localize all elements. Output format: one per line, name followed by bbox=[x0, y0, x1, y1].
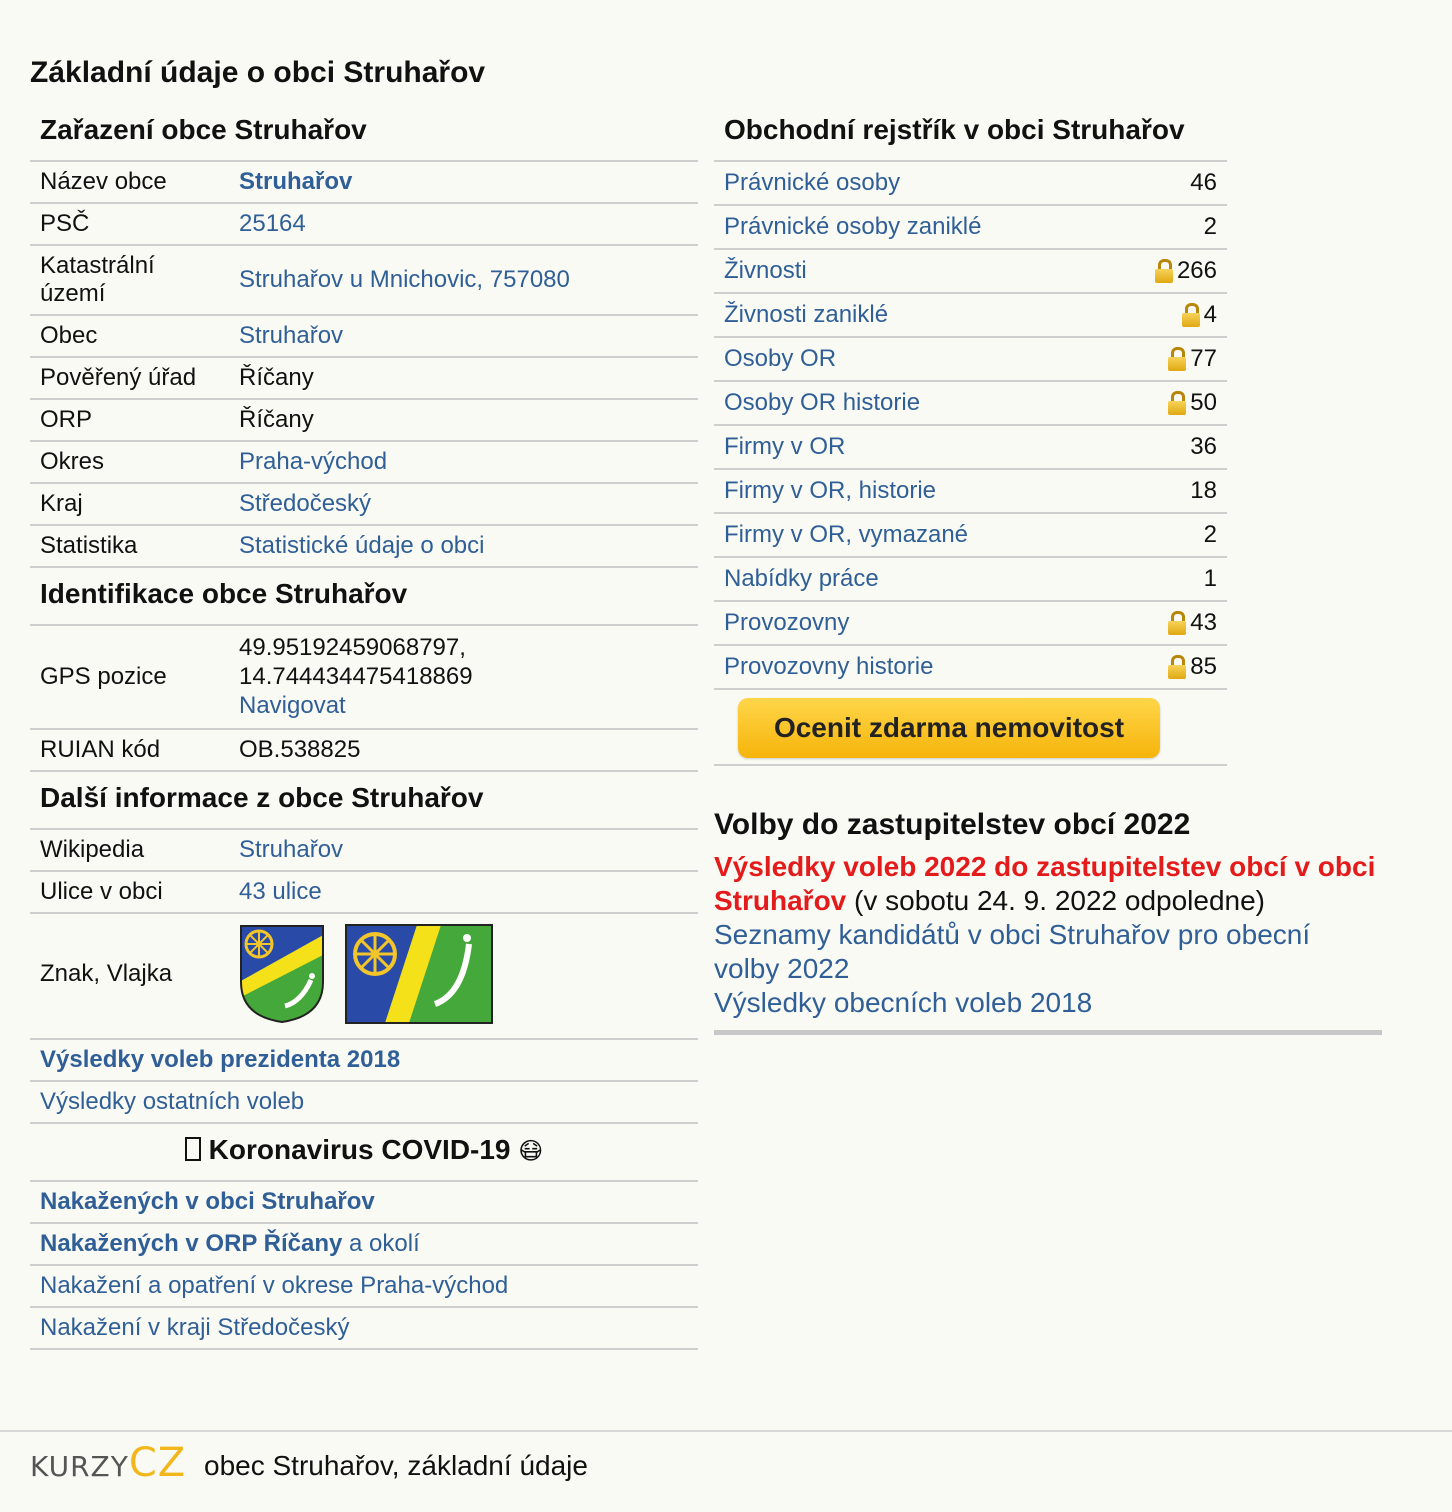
rejstrik-link[interactable]: Právnické osoby bbox=[724, 169, 901, 196]
lock-icon bbox=[1182, 303, 1200, 327]
rejstrik-count bbox=[1204, 564, 1217, 594]
info-label: Znak, Vlajka bbox=[40, 960, 173, 987]
rejstrik-count-value: 46 bbox=[1190, 169, 1217, 196]
covid-kraj-link[interactable]: Nakažení v kraji Středočeský bbox=[40, 1314, 350, 1341]
znak-vlajka bbox=[239, 920, 688, 1028]
rejstrik-count bbox=[1190, 476, 1217, 506]
okres-link[interactable]: Praha-východ bbox=[239, 448, 388, 475]
covid-orp-wrap bbox=[40, 1229, 420, 1259]
ruian-value: OB.538825 bbox=[239, 736, 361, 763]
rejstrik-count-value: 50 bbox=[1190, 389, 1217, 416]
gps-value: 49.95192459068797, 14.744434475418869 bbox=[239, 634, 473, 690]
page-title: Základní údaje o obci Struhařov bbox=[30, 56, 486, 89]
rejstrik-count bbox=[1168, 652, 1217, 682]
covid-orp-suffix: a okolí bbox=[342, 1230, 420, 1257]
info-row-orp bbox=[30, 400, 698, 442]
info-label: ORP bbox=[40, 406, 93, 433]
info-label: Pověřený úřad bbox=[40, 364, 197, 391]
rejstrik-count-value: 18 bbox=[1190, 477, 1217, 504]
info-row-statistika bbox=[30, 526, 698, 568]
psc-link[interactable]: 25164 bbox=[239, 210, 306, 237]
footer-text: obec Struhařov, základní údaje bbox=[204, 1450, 588, 1481]
rejstrik-row bbox=[714, 294, 1227, 338]
obec-link[interactable]: Struhařov bbox=[239, 322, 344, 349]
rejstrik-row bbox=[714, 602, 1227, 646]
rejstrik-count-value: 2 bbox=[1203, 521, 1217, 548]
volby-ostatni-link[interactable]: Výsledky ostatních voleb bbox=[40, 1088, 305, 1115]
info-label: GPS pozice bbox=[40, 663, 167, 690]
logo-cz-text: CZ bbox=[128, 1440, 187, 1486]
info-label: Wikipedia bbox=[40, 836, 145, 863]
rejstrik-list bbox=[714, 162, 1227, 690]
volby-section bbox=[714, 808, 1382, 1035]
info-label: Okres bbox=[40, 448, 105, 475]
volby-p2 bbox=[714, 918, 1382, 986]
covid-row-obec bbox=[30, 1182, 698, 1224]
info-value: Říčany bbox=[239, 364, 314, 391]
volby-2022-date: (v sobotu 24. 9. 2022 odpoledne) bbox=[846, 885, 1266, 916]
volby-p3 bbox=[714, 986, 1382, 1020]
kandidati-link[interactable]: Seznamy kandidátů v obci Struhařov pro obecní volby 2022 bbox=[714, 919, 1311, 984]
covid-row-kraj bbox=[30, 1308, 698, 1350]
covid-row-okres bbox=[30, 1266, 698, 1308]
ocenit-nemovitost-button[interactable]: Ocenit zdarma nemovitost bbox=[738, 698, 1160, 758]
volby-p1 bbox=[714, 850, 1382, 918]
rejstrik-row bbox=[714, 162, 1227, 206]
footer bbox=[0, 1430, 1452, 1512]
covid-title-text: Koronavirus COVID-19 bbox=[208, 1134, 511, 1165]
rejstrik-count bbox=[1190, 168, 1217, 198]
info-row-okres bbox=[30, 442, 698, 484]
nazev-link[interactable]: Struhařov bbox=[239, 168, 353, 195]
rejstrik-row bbox=[714, 338, 1227, 382]
info-row-poverny bbox=[30, 358, 698, 400]
flag-icon[interactable] bbox=[345, 924, 493, 1024]
rejstrik-count bbox=[1168, 388, 1217, 418]
info-label: Kraj bbox=[40, 490, 83, 517]
rejstrik-count bbox=[1204, 520, 1217, 550]
rejstrik-link[interactable]: Živnosti bbox=[724, 257, 807, 284]
info-label: Název obce bbox=[40, 168, 167, 195]
rejstrik-row bbox=[714, 426, 1227, 470]
rejstrik-link[interactable]: Osoby OR bbox=[724, 345, 837, 372]
rejstrik-count-value: 43 bbox=[1190, 609, 1217, 636]
rejstrik-row bbox=[714, 382, 1227, 426]
covid-title bbox=[30, 1124, 698, 1182]
wiki-link[interactable]: Struhařov bbox=[239, 836, 344, 863]
rejstrik-link[interactable]: Nabídky práce bbox=[724, 565, 879, 592]
info-row-psc bbox=[30, 204, 698, 246]
katastr-link[interactable]: Struhařov u Mnichovic, 757080 bbox=[239, 266, 570, 293]
lock-icon bbox=[1168, 391, 1186, 415]
rejstrik-link[interactable]: Osoby OR historie bbox=[724, 389, 921, 416]
info-row-obec bbox=[30, 316, 698, 358]
gps-value-wrap bbox=[239, 633, 688, 721]
lock-icon bbox=[1168, 655, 1186, 679]
info-row-kraj bbox=[30, 484, 698, 526]
info-row-wiki bbox=[30, 830, 698, 872]
info-value: Říčany bbox=[239, 406, 314, 433]
cta-wrap bbox=[714, 690, 1227, 766]
kraj-link[interactable]: Středočeský bbox=[239, 490, 372, 517]
info-label: Katastrální území bbox=[40, 252, 155, 307]
rejstrik-count-value: 77 bbox=[1190, 345, 1217, 372]
rejstrik-count-value: 2 bbox=[1203, 213, 1217, 240]
kurzy-logo[interactable] bbox=[30, 1440, 186, 1486]
covid-row-orp bbox=[30, 1224, 698, 1266]
rejstrik-count bbox=[1155, 256, 1217, 286]
volby-prezident-row bbox=[30, 1040, 698, 1082]
rejstrik-link[interactable]: Provozovny bbox=[724, 609, 850, 636]
rejstrik-link[interactable]: Firmy v OR, historie bbox=[724, 477, 937, 504]
info-label: RUIAN kód bbox=[40, 736, 161, 763]
rejstrik-count bbox=[1204, 212, 1217, 242]
volby-2018-link[interactable]: Výsledky obecních voleb 2018 bbox=[714, 987, 1093, 1018]
left-column bbox=[30, 108, 698, 1350]
rejstrik-count-value: 36 bbox=[1190, 433, 1217, 460]
info-row-ruian bbox=[30, 730, 698, 772]
navigovat-link[interactable]: Navigovat bbox=[239, 692, 346, 719]
rejstrik-count-value: 4 bbox=[1203, 301, 1217, 328]
logo-kurzy-text: kurzy bbox=[30, 1440, 129, 1486]
rejstrik-link[interactable]: Firmy v OR, vymazané bbox=[724, 521, 969, 548]
identifikace-title: Identifikace obce Struhařov bbox=[30, 568, 698, 626]
rejstrik-row bbox=[714, 206, 1227, 250]
rejstrik-count bbox=[1168, 608, 1217, 638]
rejstrik-link[interactable]: Provozovny historie bbox=[724, 653, 934, 680]
covid-obec-link[interactable]: Nakažených v obci Struhařov bbox=[40, 1188, 375, 1215]
info-row-nazev bbox=[30, 162, 698, 204]
rejstrik-count bbox=[1190, 432, 1217, 462]
volby-prezident-link[interactable]: Výsledky voleb prezidenta 2018 bbox=[40, 1046, 401, 1073]
rejstrik-title: Obchodní rejstřík v obci Struhařov bbox=[714, 108, 1227, 162]
covid-orp-link[interactable]: Nakažených v ORP Říčany bbox=[40, 1230, 343, 1257]
info-label: PSČ bbox=[40, 210, 90, 237]
volby-title: Volby do zastupitelstev obcí 2022 bbox=[714, 808, 1191, 841]
lock-icon bbox=[1155, 259, 1173, 283]
rejstrik-link[interactable]: Firmy v OR bbox=[724, 433, 846, 460]
rejstrik-row bbox=[714, 558, 1227, 602]
zarazeni-title: Zařazení obce Struhařov bbox=[30, 108, 698, 162]
lock-icon bbox=[1168, 347, 1186, 371]
coat-of-arms-icon[interactable] bbox=[239, 924, 325, 1024]
rejstrik-link[interactable]: Právnické osoby zaniklé bbox=[724, 213, 982, 240]
info-row-znak bbox=[30, 914, 698, 1040]
volby-ostatni-row bbox=[30, 1082, 698, 1124]
box-glyph-icon bbox=[185, 1137, 201, 1161]
right-column bbox=[714, 108, 1227, 766]
rejstrik-count bbox=[1182, 300, 1217, 330]
lock-icon bbox=[1168, 611, 1186, 635]
rejstrik-row bbox=[714, 470, 1227, 514]
rejstrik-count bbox=[1168, 344, 1217, 374]
info-row-gps bbox=[30, 626, 698, 730]
volby-2022-link[interactable]: Výsledky voleb 2022 do zastupitelstev obcí v obci Struhařov bbox=[714, 851, 1376, 916]
rejstrik-row bbox=[714, 646, 1227, 690]
ulice-link[interactable]: 43 ulice bbox=[239, 878, 322, 905]
statistika-link[interactable]: Statistické údaje o obci bbox=[239, 532, 485, 559]
rejstrik-count-value: 85 bbox=[1190, 653, 1217, 680]
info-label: Ulice v obci bbox=[40, 878, 163, 905]
info-label: Statistika bbox=[40, 532, 138, 559]
info-label: Obec bbox=[40, 322, 98, 349]
dalsi-title: Další informace z obce Struhařov bbox=[30, 772, 698, 830]
info-row-ulice bbox=[30, 872, 698, 914]
rejstrik-row bbox=[714, 250, 1227, 294]
rejstrik-link[interactable]: Živnosti zaniklé bbox=[724, 301, 889, 328]
mask-emoji-icon: 😷 bbox=[518, 1137, 544, 1165]
info-row-katastr bbox=[30, 246, 698, 316]
rejstrik-count-value: 266 bbox=[1176, 257, 1217, 284]
rejstrik-row bbox=[714, 514, 1227, 558]
covid-okres-link[interactable]: Nakažení a opatření v okrese Praha-východ bbox=[40, 1272, 509, 1299]
rejstrik-count-value: 1 bbox=[1203, 565, 1217, 592]
